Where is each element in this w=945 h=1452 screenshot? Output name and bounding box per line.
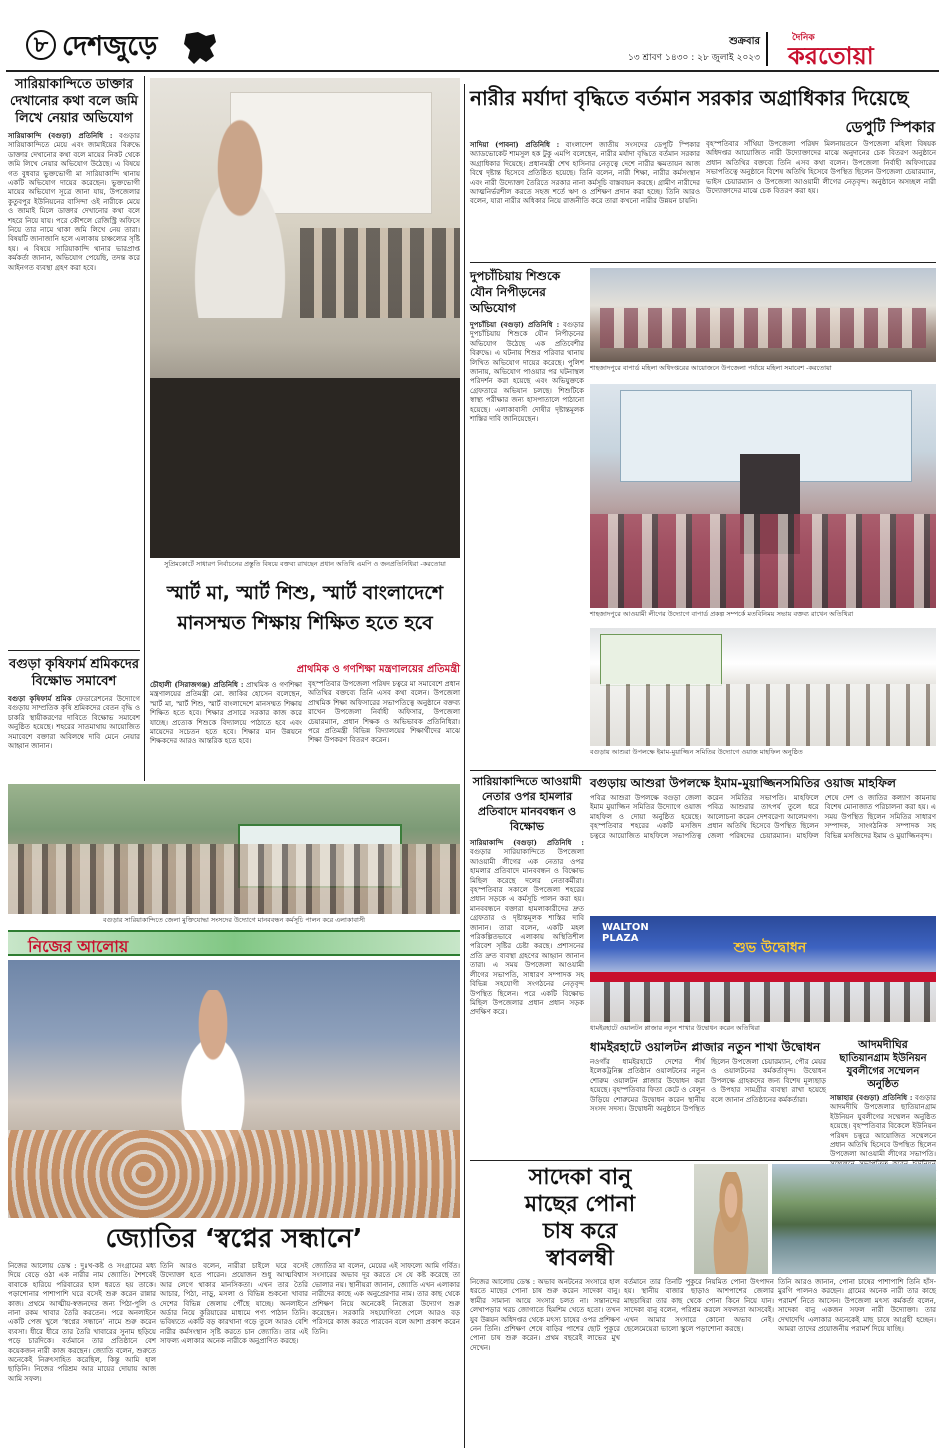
sadeka-col-1 <box>470 1278 620 1448</box>
union-headline-3: অনুষ্ঠিত <box>867 1079 899 1090</box>
photo-table <box>150 378 460 558</box>
waz-body <box>590 794 936 910</box>
smart-kicker: প্রাথমিক ও গণশিক্ষা মন্ত্রণালয়ের প্রতিমন্ত্রী <box>296 664 460 675</box>
lead-col-1 <box>470 140 700 260</box>
waz-body-text: পবিত্র আশুরা উপলক্ষে বগুড়া জেলা ইমাম মুয়াজ্জিন সমিতির উদ্যোগে ওয়াজ মাহফিল ও দোয়া অনুষ্ঠিত হয়েছে। বৃহস্পতিবার শহরের একটি মসজিদ চত্বরে আয়োজিত মাহফিলে সভাপতিত্ব করেন সমিতির সভাপতি। মাহফিলে পবিত্র আশুরার তাৎপর্য তুলে ধরে আলোচনা করেন দেশবরেণ্য আলেমগণ। প্রধান অতিথি হিসেবে উপস্থিত ছিলেন জেলা পরিষদের চেয়ারম্যান। মাহফিল শেষে দেশ ও জাতির কল্যাণ কামনায় বিশেষ মোনাজাত পরিচালনা করা হয়। এ সময় উপস্থিত ছিলেন সমিতির সাধারণ সম্পাদক, সাংগঠনিক সম্পাদক সহ বিভিন্ন মসজিদের ইমাম ও মুয়াজ্জিনবৃন্দ। <box>590 794 936 840</box>
right-photo-1 <box>590 268 936 362</box>
top-photo-caption: সুপ্রিমকোর্টে সাধারণ নির্বাচনের প্রস্তুতি বিষয়ে বক্তব্য রাখছেন প্রধান অতিথি এমপি ও জনপ্রতিনিধিরা -করতোয়া <box>164 560 446 568</box>
photo-stage-row <box>600 308 926 348</box>
dupchanchia-headline: দুপচাঁচিয়ায় শিশুকে যৌন নিপীড়নের অভিযোগ <box>470 269 561 315</box>
photo-audience <box>300 228 460 318</box>
left-story-2-body: ফেডারেশনের উদ্যোগে বগুড়ায় সাম্প্রতিক কৃষি শ্রমিকদের বেতন বৃদ্ধি ও চাকরি স্থায়ীকরণের দাবিতে বিক্ষোভ সমাবেশ অনুষ্ঠিত হয়েছে। শহরের সাতমাথায় আয়োজিত সমাবেশে বক্তারা অবিলম্বে দাবি মেনে নেয়ার আহ্বান জানান। <box>8 695 140 751</box>
feature-headline: জ্যোতির ‘স্বপ্নের সন্ধানে’ <box>105 1224 363 1254</box>
lead-kicker: ডেপুটি স্পিকার <box>845 118 935 136</box>
human-chain-photo <box>8 784 460 914</box>
union-story <box>830 1038 936 1159</box>
right-photo-2-caption: শাহজাদপুরে আওয়ামী লীগের উদ্যোগে বাপার্ড প্রকল্প সম্পর্কে মতবিনিময় সভায় বক্তব্য রাখেন অতিথিরা <box>590 610 854 618</box>
waz-headline: বগুড়ায় আশুরা উপলক্ষে ইমাম-মুয়াজ্জিনসমিতির ওয়াজ মাহফিল <box>590 776 896 790</box>
masthead-rule <box>6 70 939 72</box>
sariakandi-body: বগুড়ার সারিয়াকান্দিতে উপজেলা আওয়ামী লীগের এক নেতার ওপর হামলার প্রতিবাদে মানববন্ধন ও বিক্ষোভ মিছিল করেছে দলের নেতাকর্মীরা। বৃহস্পতিবার সকালে উপজেলা শহরের প্রধান সড়কে এ কর্মসূচি পালন করা হয়। মানববন্ধনে বক্তারা হামলাকারীদের দ্রুত গ্রেফতার ও দৃষ্টান্তমূলক শাস্তির দাবি জানান। তারা বলেন, একটি মহল পরিকল্পিতভাবে এলাকায় অস্থিতিশীল পরিবেশ সৃষ্টির চেষ্টা করছে। প্রশাসনের প্রতি দ্রুত ব্যবস্থা গ্রহণের আহ্বান জানান তারা। এ সময় উপজেলা আওয়ামী লীগের সভাপতি, সাধারণ সম্পাদক সহ বিভিন্ন সহযোগী সংগঠনের নেতৃবৃন্দ উপস্থিত ছিলেন। পরে একটি বিক্ষোভ মিছিল উপজেলার প্রধান প্রধান সড়ক প্রদক্ষিণ করে। <box>470 848 584 1017</box>
left-story-2-headline: বগুড়া কৃষিফার্ম শ্রমিকদের বিক্ষোভ সমাবেশ <box>8 657 140 689</box>
walton-photo <box>590 916 936 1022</box>
feature-photo <box>8 960 460 1218</box>
paper-logo-small: দৈনিক <box>792 33 815 43</box>
feature-banner <box>8 930 460 956</box>
left-col-vrule <box>144 76 145 781</box>
smart-col-2 <box>308 680 460 790</box>
feature-body-1: নিজের আলোয় ডেস্ক : দুঃখ-কষ্ট ও সংগ্রামের মধ্য দিয়ে বেড়ে ওঠা এক নারীর নাম জ্যোতি। শৈশবেই বাবাকে হারিয়ে পরিবারের হাল ধরতে হয় তাকে। পড়াশোনার পাশাপাশি ঘরে বসেই শুরু করেন রান্নার কাজ। প্রথমে আত্মীয়-স্বজনদের জন্য পিঠা-পুলি ও নানা রকম খাবার তৈরি করতেন। পরে অনলাইনে একটি পেজ খুলে ‘স্বপ্নের সন্ধানে’ নামে শুরু করেন ব্যবসা। ধীরে ধীরে তার তৈরি খাবারের সুনাম ছড়িয়ে পড়ে চারদিকে। বর্তমানে তার প্রতিষ্ঠানে বেশ কয়েকজন নারী কাজ করছেন। জ্যোতি বলেন, শুরুতে অনেকেই নিরুৎসাহিত করেছিল, কিন্তু আমি হাল ছাড়িনি। নিজের পরিশ্রম আর মায়ের দোয়ায় আজ আমি সফল। <box>8 1262 156 1383</box>
paper-logo <box>774 30 934 68</box>
page-number-badge <box>26 30 56 60</box>
dupchanchia-story <box>470 268 584 766</box>
right-photo-2 <box>590 384 936 608</box>
right-photo-3 <box>590 628 936 746</box>
masthead-divider <box>766 32 768 66</box>
human-chain-caption: বগুড়ার সারিয়াকান্দিতে জেলা মুক্তিযোদ্ধা সংসদের উদ্যোগে মানববন্ধন কর্মসূচি পালন করে এলাকাবাসী <box>102 916 366 924</box>
date-label: ১৩ শ্রাবণ ১৪৩০ : ২৮ জুলাই ২০২৩ <box>627 53 760 63</box>
feature-col-1 <box>8 1262 156 1448</box>
bangladesh-map-icon <box>180 30 220 66</box>
sadeka-portrait <box>694 1164 768 1274</box>
sadeka-body-3: তিনি আরও জানান, পোনা চাষের পাশাপাশি তিনি হাঁস-মুরগি পালনও করছেন। গ্রামের অনেক নারী তার কাছে পরামর্শ নিতে আসেন। উপজেলা মৎস্য কর্মকর্তা বলেন, সাদেকা বানু একজন সফল নারী উদ্যোক্তা। তার দেখাদেখি এলাকার অনেকেই মাছ চাষে আগ্রহী হচ্ছেন। আমরা তাদের প্রয়োজনীয় পরামর্শ দিয়ে যাচ্ছি। <box>778 1278 936 1334</box>
feature-col-3 <box>312 1262 460 1448</box>
center-vrule <box>464 84 465 1448</box>
section-title: দেশজুড়ে <box>62 31 158 62</box>
feature-body-3: জ্যোতির মা বলেন, মেয়ের এই সাফল্যে আমি গর্বিত। সংসারের অভাব দূর করতে সে যে কষ্ট করেছে তা ভোলার নয়। স্থানীয়রা জানান, জ্যোতি এখন এলাকার নারীদের কাছে এক অনুপ্রেরণার নাম। তার কাছ থেকে প্রশিক্ষণ নিয়ে অনেকেই নিজেরা উদ্যোগ শুরু করেছেন। সরকারি সহযোগিতা পেলে আরও বড় পরিসরে কাজ করতে পারবেন বলে আশা প্রকাশ করেন তিনি। <box>312 1262 460 1336</box>
photo-waz-banner <box>600 634 722 686</box>
dupchanchia-body: বগুড়ার দুপচাঁচিয়ায় শিশুকে যৌন নিপীড়নের অভিযোগ উঠেছে এক প্রতিবেশীর বিরুদ্ধে। এ ঘটনায় শিশুর পরিবার থানায় লিখিত অভিযোগ দায়ের করেছে। পুলিশ জানায়, অভিযোগ পাওয়ার পর ঘটনাস্থল পরিদর্শন করা হয়েছে এবং অভিযুক্তকে গ্রেফতারে অভিযান চলছে। শিশুটিকে স্বাস্থ্য পরীক্ষার জন্য হাসপাতালে পাঠানো হয়েছে। এলাকাবাসী দোষীর দৃষ্টান্তমূলক শাস্তির দাবি জানিয়েছেন। <box>470 321 584 424</box>
smart-headline-line-1: স্মার্ট মা, স্মার্ট শিশু, স্মার্ট বাংলাদেশে <box>166 582 444 604</box>
walton-body <box>590 1058 826 1156</box>
sadeka-body-1: নিজের আলোয় ডেস্ক : অভাব অনটনের সংসারে হাল ধরতে মাছের পোনা চাষ শুরু করেন সাদেকা বানু। স্বামীর সামান্য আয়ে সংসার চলত না। সন্তানদের লেখাপড়ার খরচ জোগাতে হিমশিম খেতে হতো। তখন যুব উন্নয়ন অধিদপ্তর থেকে মৎস্য চাষের ওপর প্রশিক্ষণ নেন তিনি। প্রশিক্ষণ শেষে বাড়ির পাশের ছোট পুকুরে পোনা চাষ শুরু করেন। প্রথম বছরেই লাভের মুখ দেখেন। <box>470 1278 620 1352</box>
sadeka-headline-box <box>470 1164 690 1274</box>
day-label: শুক্রবার <box>729 36 760 47</box>
walton-caption: ধামইরহাটে ওয়ালটন প্লাজার নতুন শাখার উদ্বোধন করেন অতিথিরা <box>590 1024 760 1032</box>
lead-body-2: বৃহস্পতিবার সাঁথিয়া উপজেলা পরিষদ মিলনায়তনে উপজেলা মহিলা বিষয়ক অধিদপ্তর আয়োজিত নারী উদ্যোক্তাদের মাঝে অনুদানের চেক বিতরণ অনুষ্ঠানে প্রধান অতিথির বক্তব্যে তিনি এসব কথা বলেন। উপজেলা নির্বাহী অফিসারের সভাপতিত্বে অনুষ্ঠানে বিশেষ অতিথি হিসেবে উপস্থিত ছিলেন উপজেলা চেয়ারম্যান, ভাইস চেয়ারম্যান ও উপজেলা আওয়ামী লীগের নেতৃবৃন্দ। অনুষ্ঠানে অসচ্ছল নারী উদ্যোক্তাদের মাঝে চেক বিতরণ করা হয়। <box>706 140 936 196</box>
left-story-1-body: বগুড়ার সারিয়াকান্দিতে মেয়ে এবং জামাইয়ের বিরুদ্ধে ডাক্তার দেখানোর কথা বলে মায়ের নিকট থেকে জমি লিখে নেয়ার অভিযোগ উঠেছে। এ বিষয়ে গত বুধবার ভুক্তভোগী মা সারিয়াকান্দি থানায় একটি অভিযোগ দায়ের করেছেন। ভুক্তভোগী মায়ের অভিযোগ সূত্রে জানা যায়, উপজেলার কুতুবপুর ইউনিয়নের বাসিন্দা ওই নারীকে মেয়ে ও জামাই মিলে ডাক্তার দেখানোর কথা বলে শহরে নিয়ে যায়। পরে কৌশলে রেজিস্ট্রি অফিসে নিয়ে তার নামে থাকা জমি লিখে নেয় তারা। বিষয়টি জানাজানি হলে এলাকায় চাঞ্চল্যের সৃষ্টি হয়। এ বিষয়ে সারিয়াকান্দি থানার ভারপ্রাপ্ত কর্মকর্তা জানান, অভিযোগ পেয়েছি, তদন্ত করে আইনগত ব্যবস্থা গ্রহণ করা হবে। <box>8 132 140 272</box>
lead-dateline: সাদিয়া (পাবনা) প্রতিনিধি : <box>470 140 560 149</box>
right-mid-rule <box>470 770 936 771</box>
lead-headline: নারীর মর্যাদা বৃদ্ধিতে বর্তমান সরকার অগ্রাধিকার দিয়েছে <box>470 86 909 110</box>
walton-brand-1: WALTON <box>602 922 649 933</box>
walton-people <box>590 982 936 1022</box>
sadeka-col-3 <box>778 1278 936 1448</box>
right-photo-1-caption: শাহজাদপুরে বাপার্ড মহিলা অধিদপ্তরের আয়োজনে উপজেলা পর্যায়ে মহিলা সমাবেশ -করতোয়া <box>590 364 832 372</box>
sadeka-headline-3: চাষ করে <box>542 1219 618 1244</box>
walton-body-text: নওগাঁর ধামইরহাটে দেশের শীর্ষ ইলেকট্রনিক্স প্রতিষ্ঠান ওয়ালটনের নতুন শোরুম ওয়ালটন প্লাজার উদ্বোধন করা হয়েছে। বৃহস্পতিবার ফিতা কেটে ও বেলুন উড়িয়ে শোরুমের উদ্বোধন করেন স্থানীয় সংসদ সদস্য। উদ্বোধনী অনুষ্ঠানে উপস্থিত ছিলেন উপজেলা চেয়ারম্যান, পৌর মেয়র ও ওয়ালটনের কর্মকর্তাবৃন্দ। উদ্বোধন উপলক্ষে গ্রাহকদের জন্য বিশেষ মূল্যছাড় ও উপহার সামগ্রীর ব্যবস্থা রাখা হয়েছে বলে জানান প্রতিষ্ঠানের কর্মকর্তারা। <box>590 1058 826 1114</box>
union-dateline: সান্তাহার (বগুড়া) প্রতিনিধি : <box>830 1093 913 1102</box>
sadeka-headline-4: স্বাবলম্বী <box>546 1246 614 1271</box>
walton-banner-text: শুভ উদ্বোধন <box>733 940 807 956</box>
smart-body-1: প্রাথমিক ও গণশিক্ষা মন্ত্রণালয়ের প্রতিমন্ত্রী মো. জাকির হোসেন বলেছেন, স্মার্ট মা, স্মার্ট শিশু, স্মার্ট বাংলাদেশে মানসম্মত শিক্ষায় শিক্ষিত হতে হবে। শিক্ষার প্রসারে সরকার কাজ করে যাচ্ছে। প্রত্যেক শিশুকে বিদ্যালয়ে পাঠাতে হবে এবং মায়েদের সচেতন হতে হবে। শিক্ষার মান উন্নয়নে শিক্ষকদের আরও আন্তরিক হতে হবে। <box>150 681 302 746</box>
walton-brand-2: PLAZA <box>602 933 639 944</box>
sadeka-col-2 <box>624 1278 774 1448</box>
union-headline-1: আদমদীঘির <box>858 1038 908 1051</box>
sadeka-headline-2: মাছের পোনা <box>524 1192 636 1217</box>
left-story-1-headline: সারিয়াকান্দিতে ডাক্তার দেখানোর কথা বলে জমি লিখে নেয়ার অভিযোগ <box>10 77 138 126</box>
lead-bottom-rule <box>470 262 936 263</box>
right-photo-3-caption: বগুড়ায় আশুরা উপলক্ষে ইমাম-মুয়াজ্জিন সমিতির উদ্যোগে ওয়াজ মাহফিল অনুষ্ঠিত <box>590 748 803 756</box>
smart-col-1 <box>150 680 302 790</box>
sadeka-pond-photo <box>772 1164 936 1274</box>
masthead <box>0 0 945 70</box>
left-story-1-dateline: সারিয়াকান্দি (বগুড়া) প্রতিনিধি : <box>8 131 113 140</box>
sariakandi-dateline: সারিয়াকান্দি (বগুড়া) প্রতিনিধি : <box>470 838 584 847</box>
bottom-right-rule <box>470 1160 936 1161</box>
walton-ribbon <box>590 972 936 982</box>
union-headline-2: ছাতিয়ানগ্রাম ইউনিয়ন যুবলীগের সম্মেলন <box>839 1053 927 1077</box>
left-story-2 <box>8 656 140 782</box>
photo-food-trays <box>8 1130 460 1218</box>
feature-banner-title: নিজের আলোয় <box>28 937 129 956</box>
smart-headline-box <box>150 578 460 658</box>
photo-clerics-row <box>590 684 936 746</box>
sadeka-body-2: বর্তমানে তার তিনটি পুকুরে নিয়মিত পোনা উৎপাদন হয়। স্থানীয় বাজার ছাড়াও আশপাশের জেলার মাছচাষিরা তার কাছ থেকে পোনা কিনে নিয়ে যান। সাদেকা বানু বলেন, পরিশ্রম করলে সফলতা আসবেই। এখন আমার সংসারে কোনো অভাব নেই। ছেলেমেয়েরা ভালো স্কুলে পড়াশোনা করছে। <box>624 1278 774 1334</box>
photo-speaker <box>170 118 310 318</box>
dupchanchia-dateline: দুপচাঁচিয়া (বগুড়া) প্রতিনিধি : <box>470 320 560 329</box>
left-story-1 <box>8 76 140 646</box>
smart-dateline: চৌহালী (সিরাজগঞ্জ) প্রতিনিধি : <box>150 680 244 689</box>
photo-guests-row <box>590 514 936 608</box>
sariakandi-story <box>470 774 584 1154</box>
sariakandi-headline: সারিয়াকান্দিতে আওয়ামী নেতার ওপর হামলার প্রতিবাদে মানববন্ধন ও বিক্ষোভ <box>472 775 582 833</box>
union-body: বগুড়ার আদমদীঘি উপজেলার ছাতিয়ানগ্রাম ইউনিয়ন যুবলীগের সম্মেলন অনুষ্ঠিত হয়েছে। বৃহস্পতিবার বিকেলে ইউনিয়ন পরিষদ চত্বরে আয়োজিত সম্মেলনে প্রধান অতিথি হিসেবে উপস্থিত ছিলেন উপজেলা আওয়ামী লীগের সভাপতি। <box>830 1094 936 1159</box>
smart-body-2: বৃহস্পতিবার উপজেলা পরিষদ চত্বরে মা সমাবেশে প্রধান অতিথির বক্তব্যে তিনি এসব কথা বলেন। উপজেলা প্রাথমিক শিক্ষা অফিসারের সভাপতিত্বে অনুষ্ঠানে বক্তব্য রাখেন উপজেলা নির্বাহী অফিসার, উপজেলা চেয়ারম্যান, প্রধান শিক্ষক ও অভিভাবক প্রতিনিধিরা। পরে প্রতিমন্ত্রী বিভিন্ন বিদ্যালয়ের শিক্ষার্থীদের মাঝে শিক্ষা উপকরণ বিতরণ করেন। <box>308 680 460 745</box>
feature-body-2: তিনি আরও বলেন, নারীরা চাইলে ঘরে বসেই উদ্যোক্তা হতে পারেন। প্রয়োজন শুধু আত্মবিশ্বাস আর লেগে থাকার মানসিকতা। এখন তার তৈরি আচার, পিঠা, নাড়ু, মসলা ও বিভিন্ন শুকনো খাবার দেশের বিভিন্ন জেলায় পৌঁছে যাচ্ছে। অনলাইনে অর্ডার নিয়ে কুরিয়ারের মাধ্যমে পণ্য পাঠান তিনি। ভবিষ্যতে একটি বড় কারখানা গড়ে তুলে আরও বেশি নারীর কর্মসংস্থান সৃষ্টি করতে চান জ্যোতি। তার এই সাফল্য এলাকার অনেক নারীকে অনুপ্রাণিত করছে। <box>160 1262 308 1346</box>
page-number: ৮ <box>33 33 49 58</box>
photo-people-row <box>8 844 460 914</box>
walton-headline: ধামইরহাটে ওয়ালটন প্লাজার নতুন শাখা উদ্বোধন <box>590 1040 821 1054</box>
left-story-divider <box>8 650 140 651</box>
lead-body-1: বাংলাদেশ জাতীয় সংসদের ডেপুটি স্পিকার অ্যাডভোকেট শামসুল হক টুকু এমপি বলেছেন, নারীর মর্যাদা বৃদ্ধিতে বর্তমান সরকার অগ্রাধিকার দিয়েছে। প্রধানমন্ত্রী শেখ হাসিনার নেতৃত্বে দেশে নারীর ক্ষমতায়ন আজ বিশ্বে দৃষ্টান্ত হিসেবে প্রতিষ্ঠিত হয়েছে। তিনি বলেন, নারী শিক্ষা, নারীর কর্মসংস্থান এবং নারী উদ্যোক্তা তৈরিতে সরকার নানা কর্মসূচি বাস্তবায়ন করছে। গ্রামীণ নারীদের আত্মনির্ভরশীল করতে সহজ শর্তে ঋণ ও প্রশিক্ষণ প্রদান করা হচ্ছে। তিনি আরও বলেন, যারা নারীর অধিকার নিয়ে রাজনীতি করে তারা কখনো নারীর উন্নয়ন চায়নি। <box>470 141 700 206</box>
feature-col-2 <box>160 1262 308 1448</box>
top-photo <box>150 78 460 558</box>
lead-col-2 <box>706 140 936 260</box>
left-story-2-dateline: বগুড়া কৃষিফার্ম শ্রমিক <box>8 694 72 703</box>
walton-logo-left <box>602 922 649 944</box>
smart-headline-line-2: মানসম্মত শিক্ষায় শিক্ষিত হতে হবে <box>177 612 433 634</box>
sadeka-headline-1: সাদেকা বানু <box>528 1165 632 1190</box>
photo-hijab <box>704 1172 758 1274</box>
paper-logo-big: করতোয়া <box>788 42 874 70</box>
